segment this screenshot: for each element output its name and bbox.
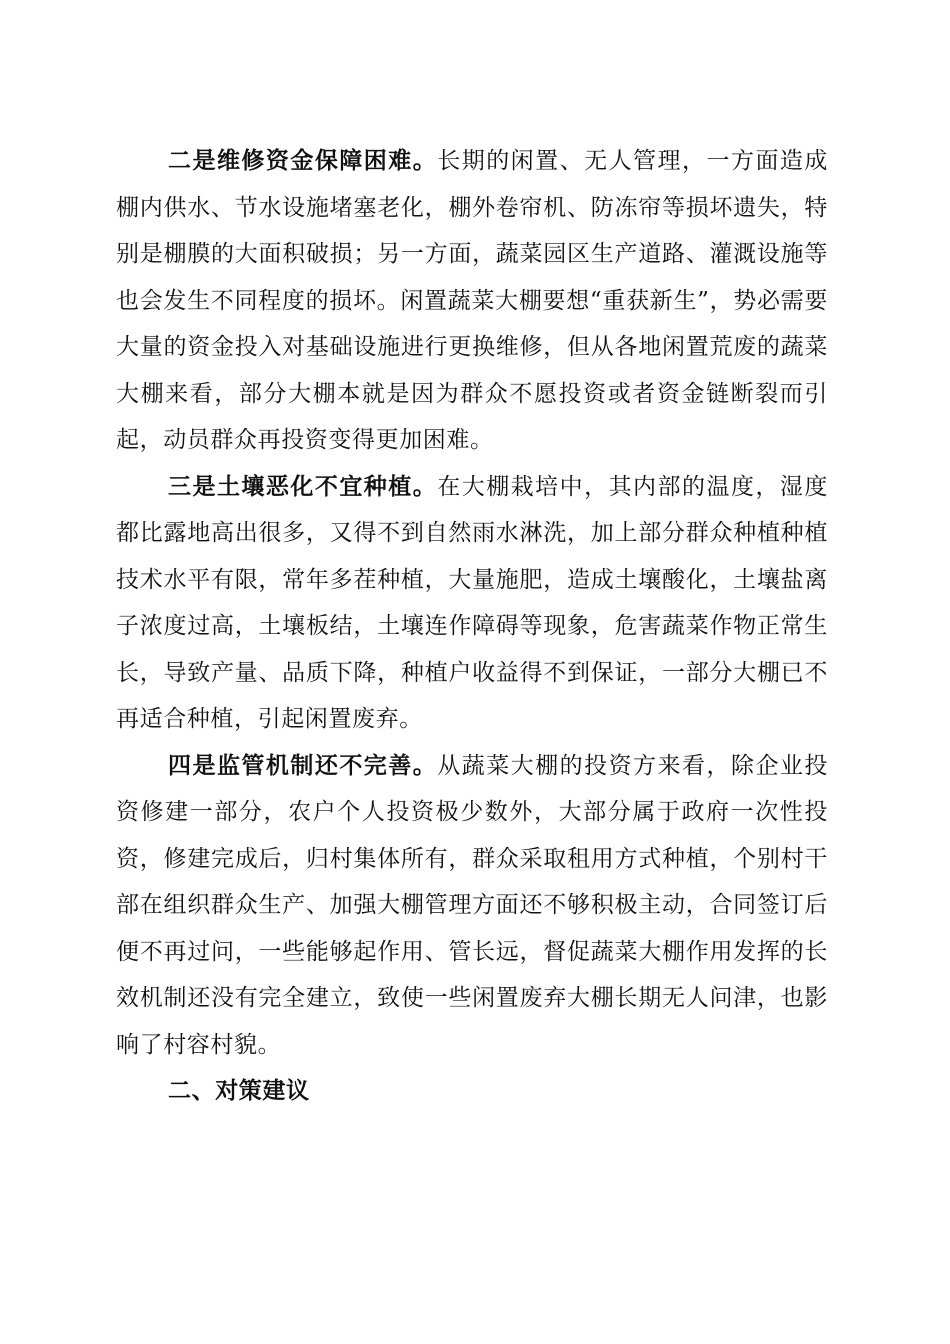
paragraph-maintenance-funding xyxy=(116,138,828,464)
paragraph-lead: 三是土壤恶化不宜种植。 xyxy=(168,472,438,500)
paragraph-text: 长期的闲置、无人管理，一方面造成棚内供水、节水设施堵塞老化，棚外卷帘机、防冻帘等损坏遗失，特别是棚膜的大面积破损；另一方面，蔬菜园区生产道路、灌溉设施等也会发生不同程度的损坏。闲置蔬菜大棚要想“重获新生”，势必需要大量的资金投入对基础设施进行更换维修，但从各地闲置荒废的蔬菜大棚来看，部分大棚本就是因为群众不愿投资或者资金链断裂而引起，动员群众再投资变得更加困难。 xyxy=(116,148,828,453)
paragraph-lead: 二是维修资金保障困难。 xyxy=(168,147,438,174)
paragraph-text: 在大棚栽培中，其内部的温度，湿度都比露地高出很多，又得不到自然雨水淋洗，加上部分群众种植种植技术水平有限，常年多茬种植，大量施肥，造成土壤酸化，土壤盐离子浓度过高，土壤板结，土壤连作障碍等现象，危害蔬菜作物正常生长，导致产量、品质下降，种植户收益得不到保证，一部分大棚已不再适合种植，引起闲置废弃。 xyxy=(116,473,828,732)
paragraph-lead: 四是监管机制还不完善。 xyxy=(168,751,438,779)
paragraph-supervision-mechanism xyxy=(116,743,828,1069)
section-heading: 二、对策建议 xyxy=(168,1077,310,1104)
paragraph-soil-degradation xyxy=(116,464,828,743)
paragraph-text: 从蔬菜大棚的投资方来看，除企业投资修建一部分，农户个人投资极少数外，大部分属于政府一次性投资，修建完成后，归村集体所有，群众采取租用方式种植，个别村干部在组织群众生产、加强大棚管理方面还不够积极主动，合同签订后便不再过问，一些能够起作用、管长远，督促蔬菜大棚作用发挥的长效机制还没有完全建立，致使一些闲置废弃大棚长期无人问津，也影响了村容村貌。 xyxy=(116,752,828,1058)
document-body xyxy=(116,138,828,1115)
